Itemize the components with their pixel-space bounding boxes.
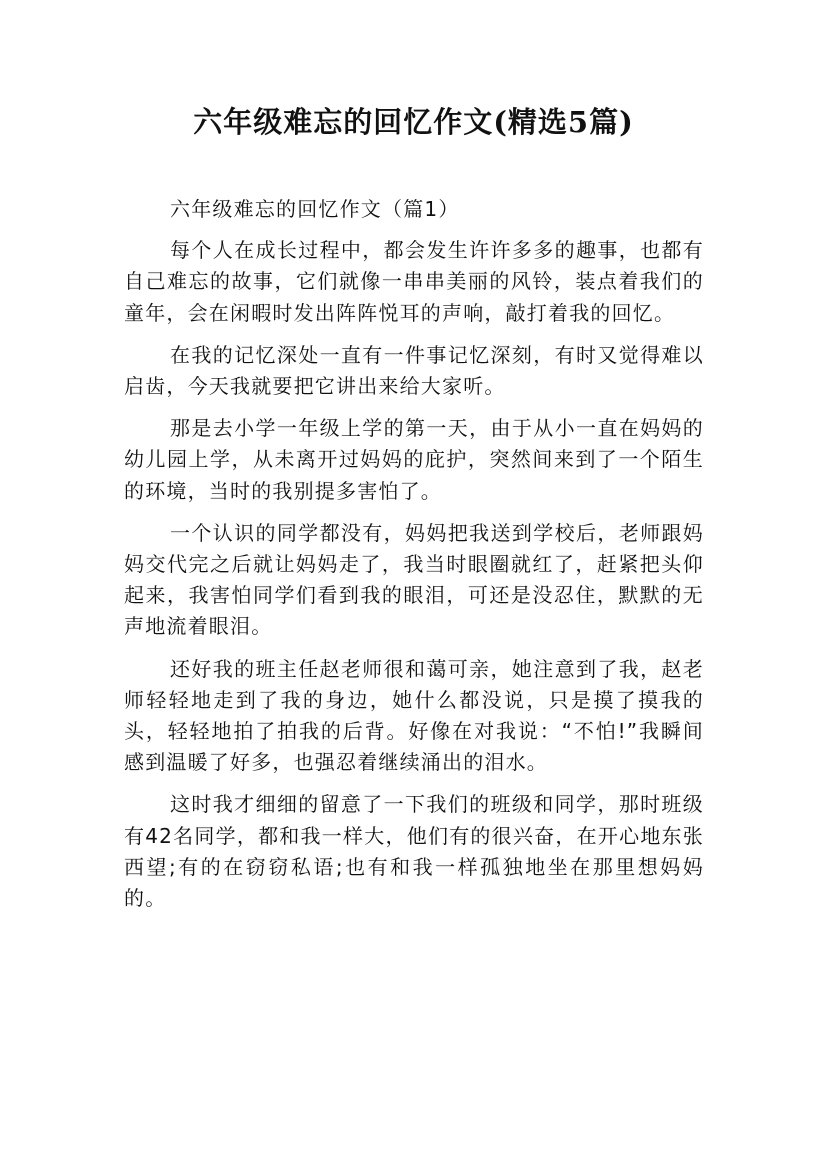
paragraph: 那是去小学一年级上学的第一天，由于从小一直在妈妈的幼儿园上学，从未离开过妈妈的庇护，突然间来到了一个陌生的环境，当时的我别提多害怕了。: [124, 416, 704, 503]
paragraph: 一个认识的同学都没有，妈妈把我送到学校后，老师跟妈妈交代完之后就让妈妈走了，我当时眼圈就红了，赶紧把头仰起来，我害怕同学们看到我的眼泪，可还是没忍住，默默的无声地流着眼泪。: [124, 520, 704, 639]
paragraph: 在我的记忆深处一直有一件事记忆深刻，有时又觉得难以启齿，今天我就要把它讲出来给大家听。: [124, 342, 704, 399]
paragraph: 还好我的班主任赵老师很和蔼可亲，她注意到了我，赵老师轻轻地走到了我的身边，她什么都没说，只是摸了摸我的头，轻轻地拍了拍我的后背。好像在对我说：“不怕!”我瞬间感到温暖了好多，也强忍着继续涌出的泪水。: [124, 656, 704, 775]
section-heading: 六年级难忘的回忆作文（篇1）: [170, 197, 460, 221]
document-title: 六年级难忘的回忆作文(精选5篇): [193, 105, 634, 139]
paragraph: 每个人在成长过程中，都会发生许许多多的趣事，也都有自己难忘的故事，它们就像一串串美丽的风铃，装点着我们的童年，会在闲暇时发出阵阵悦耳的声响，敲打着我的回忆。: [124, 238, 704, 325]
paragraph: 这时我才细细的留意了一下我们的班级和同学，那时班级有42名同学，都和我一样大，他们有的很兴奋，在开心地东张西望;有的在窃窃私语;也有和我一样孤独地坐在那里想妈妈的。: [124, 792, 704, 911]
document-body: [124, 194, 704, 925]
